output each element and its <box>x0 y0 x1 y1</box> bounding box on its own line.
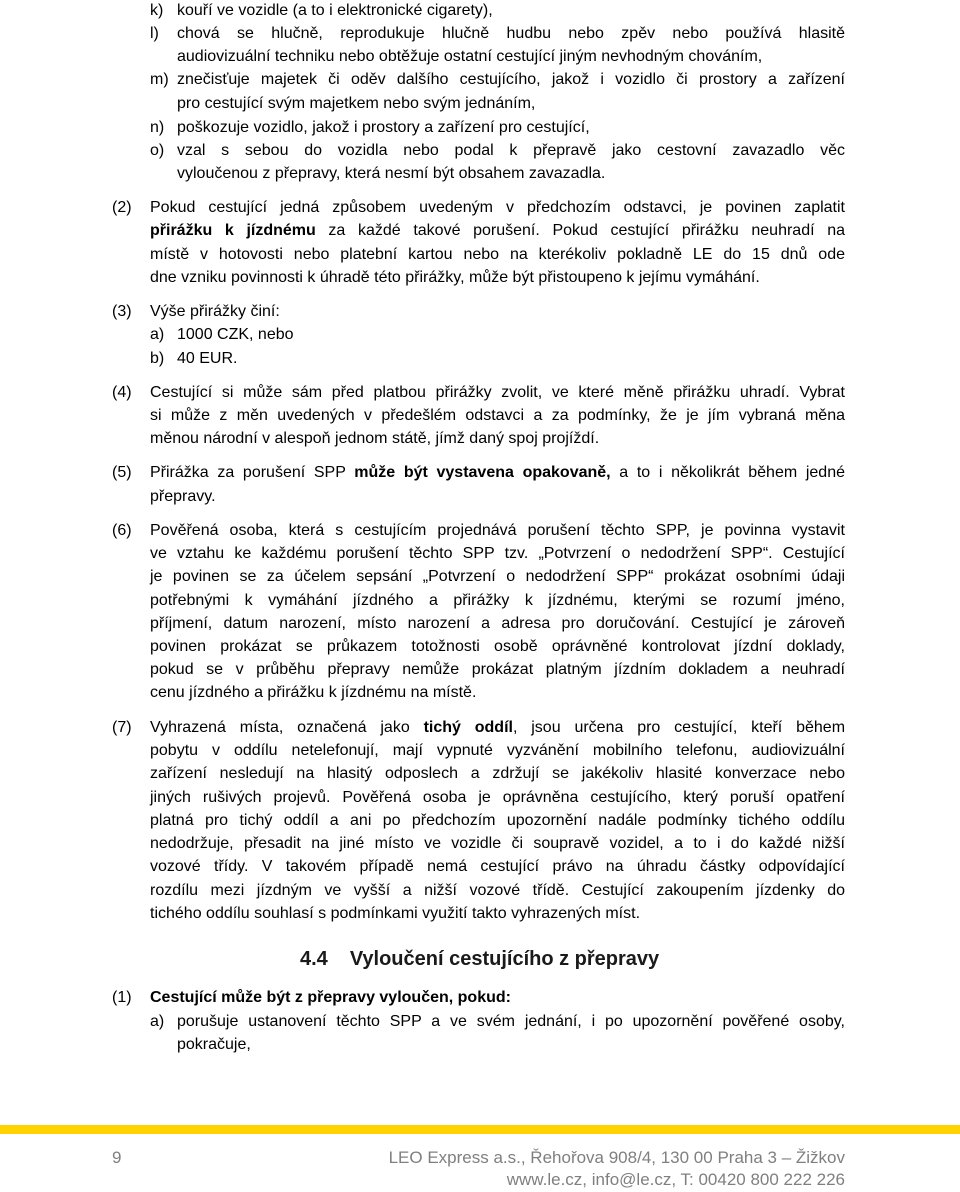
paragraph-line: příjmení, datum narození, místo narození a adresa pro doručování. Cestující je zároveň <box>150 615 845 632</box>
item-text: porušuje ustanovení těchto SPP a ve svém jednání, i po upozornění pověřené osoby, <box>177 1013 845 1030</box>
paragraph-line: jiných rušivých projevů. Pověřená osoba je oprávněna cestujícího, který poruší opatření <box>150 789 845 806</box>
paragraph-number: (3) <box>112 303 132 320</box>
item-text: poškozuje vozidlo, jakož i prostory a zařízení pro cestující, <box>177 119 590 136</box>
paragraph-line: zařízení nesledují na hlasitý odposlech a zdržují se jakékoliv hlasité konverzace nebo <box>150 765 845 782</box>
paragraph-line <box>150 716 845 739</box>
paragraph-line: ve vztahu ke každému porušení těchto SPP tzv. „Potvrzení o nedodržení SPP“. Cestující <box>150 545 845 562</box>
paragraph-line: rozdílu mezi jízdným ve vyšší a nižší vozové třídě. Cestující zakoupením jízdenky do <box>150 882 845 899</box>
section-number: 4.4 <box>300 948 328 970</box>
text-run: Přirážka za porušení SPP <box>150 464 355 481</box>
paragraph-line: povinen prokázat se průkazem totožnosti osobě oprávněné kontrolovat jízdní doklady, <box>150 638 845 655</box>
paragraph-line: Cestující si může sám před platbou přirážky zvolit, ve které měně přirážku uhradí. Vybrat <box>150 384 845 401</box>
paragraph-line <box>150 219 845 242</box>
footer-company-address: LEO Express a.s., Řehořova 908/4, 130 00 Praha 3 – Žižkov <box>388 1148 845 1167</box>
item-text: 1000 CZK, nebo <box>177 326 294 343</box>
paragraph-line: platná pro tichý oddíl a ani po předchozím upozornění nadále podmínky tichého oddílu <box>150 812 845 829</box>
item-text: znečisťuje majetek či oděv dalšího cestujícího, jakož i vozidlo či prostory a zařízení <box>177 71 845 88</box>
paragraph-line: pokud se v průběhu přepravy nemůže prokázat platným jízdním dokladem a neuhradí <box>150 661 845 678</box>
paragraph-number: (4) <box>112 384 132 401</box>
item-label: a) <box>150 326 165 343</box>
item-text: pokračuje, <box>177 1036 251 1053</box>
paragraph-line: cenu jízdného a přirážku k jízdnému na místě. <box>150 684 477 701</box>
bold-text: může být vystavena opakovaně, <box>354 464 611 481</box>
paragraph-line: vozové třídy. V takovém případě nemá cestující právo na úhradu částky odpovídající <box>150 858 845 875</box>
footer-contact: www.le.cz, info@le.cz, T: 00420 800 222 226 <box>506 1170 845 1189</box>
paragraph-line: měnou národní v alespoň jednom státě, jímž daný spoj projíždí. <box>150 430 600 447</box>
item-text: kouří ve vozidle (a to i elektronické cigarety), <box>177 2 493 19</box>
paragraph-line: Výše přirážky činí: <box>150 303 280 320</box>
paragraph-line: místě v hotovosti nebo platební kartou nebo na kterékoliv pokladně LE do 15 dnů ode <box>150 246 845 263</box>
section-heading <box>300 945 659 973</box>
text-run: a to i několikrát během jedné <box>610 464 845 481</box>
bold-text: tichý oddíl <box>423 719 513 736</box>
paragraph-line: si může z měn uvedených v předešlém odstavci a za podmínky, že je jím vybraná měna <box>150 407 845 424</box>
paragraph-line <box>150 461 845 484</box>
page-number: 9 <box>112 1148 122 1167</box>
item-text: vyloučenou z přepravy, která nesmí být obsahem zavazadla. <box>177 165 606 182</box>
item-text: vzal s sebou do vozidla nebo podal k přepravě jako cestovní zavazadlo věc <box>177 142 845 159</box>
paragraph-line: Pověřená osoba, která s cestujícím projednává porušení těchto SPP, je povinna vystavit <box>150 522 845 539</box>
paragraph-line: Pokud cestující jedná způsobem uvedeným v předchozím odstavci, je povinen zaplatit <box>150 199 845 216</box>
text-run: za každé takové porušení. Pokud cestující přirážku neuhradí na <box>315 222 845 239</box>
paragraph-intro: Cestující může být z přepravy vyloučen, pokud: <box>150 989 511 1006</box>
paragraph-line: je povinen se za účelem sepsání „Potvrzení o nedodržení SPP“ prokázat osobními údaji <box>150 568 845 585</box>
paragraph-line: dne vzniku povinnosti k úhradě této přirážky, může být přistoupeno k jejímu vymáhání. <box>150 269 760 286</box>
text-run: Vyhrazená místa, označená jako <box>150 719 424 736</box>
footer-accent-bar <box>0 1125 960 1134</box>
item-text: chová se hlučně, reprodukuje hlučně hudbu nebo zpěv nebo používá hlasitě <box>177 25 845 42</box>
paragraph-line: tichého oddílu souhlasí s podmínkami využití takto vyhrazených míst. <box>150 905 641 922</box>
paragraph-line: přepravy. <box>150 488 216 505</box>
item-text: 40 EUR. <box>177 350 238 367</box>
paragraph-number: (5) <box>112 464 132 481</box>
item-label: m) <box>150 71 169 88</box>
bold-text: přirážku k jízdnému <box>150 222 316 239</box>
item-label: k) <box>150 2 164 19</box>
paragraph-number: (7) <box>112 719 132 736</box>
text-run: , jsou určena pro cestující, kteří během <box>512 719 846 736</box>
paragraph-number: (1) <box>112 989 132 1006</box>
paragraph-line: pobytu v oddílu netelefonují, mají vypnuté vyzvánění mobilního telefonu, audiovizuální <box>150 742 845 759</box>
paragraph-number: (6) <box>112 522 132 539</box>
item-label: n) <box>150 119 165 136</box>
item-label: b) <box>150 350 165 367</box>
paragraph-number: (2) <box>112 199 132 216</box>
item-label: o) <box>150 142 165 159</box>
paragraph-line: nedodržuje, přesadit na jiné místo ve vozidle či soupravě vozidel, a to i do každé nižší <box>150 835 845 852</box>
section-title: Vyloučení cestujícího z přepravy <box>349 948 660 970</box>
paragraph-line: potřebnými k vymáhání jízdného a přirážky k jízdnému, kterými se rozumí jméno, <box>150 592 845 609</box>
item-label: a) <box>150 1013 165 1030</box>
item-label: l) <box>150 25 159 42</box>
item-text: pro cestující svým majetkem nebo svým jednáním, <box>177 95 536 112</box>
item-text: audiovizuální techniku nebo obtěžuje ostatní cestující jiným nevhodným chováním, <box>177 48 763 65</box>
